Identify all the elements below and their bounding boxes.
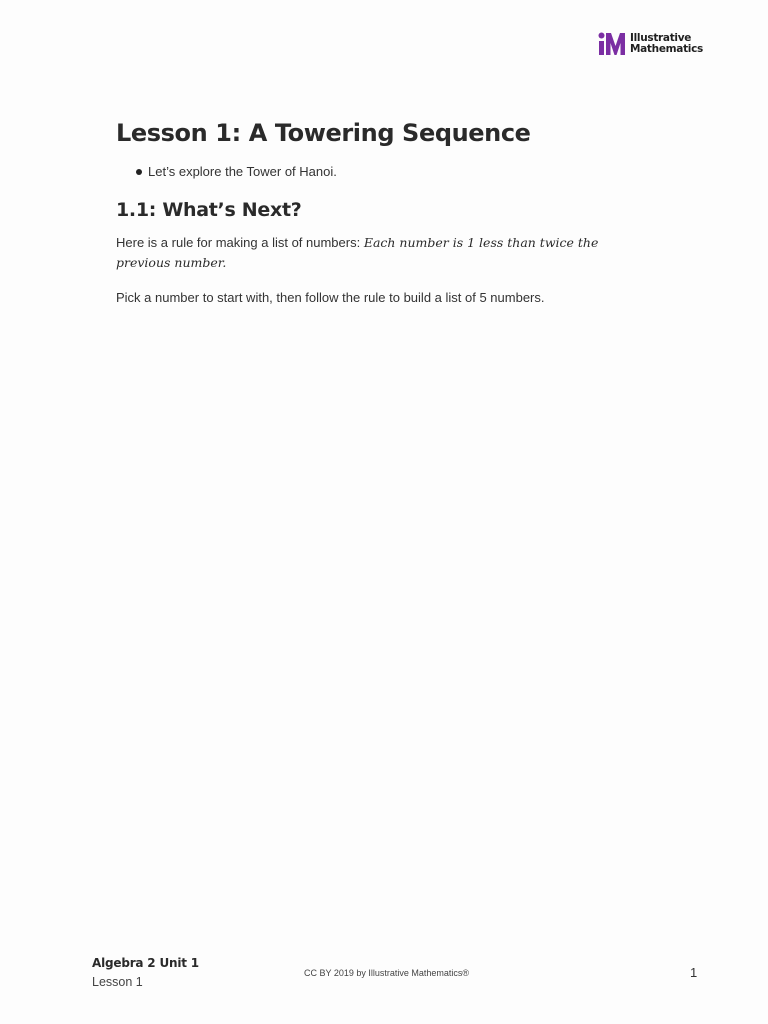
activity-instruction: Pick a number to start with, then follow the rule to build a list of 5 numbers.	[116, 290, 545, 305]
activity-title: 1.1: What’s Next?	[116, 199, 302, 221]
footer-course-name: Algebra 2 Unit 1	[92, 956, 199, 970]
footer-lesson-name: Lesson 1	[92, 975, 143, 989]
im-logo-icon	[598, 32, 626, 56]
illustrative-mathematics-logo	[598, 32, 703, 56]
activity-rule-text: Each number is 1 less than twice the previous number.	[116, 235, 599, 270]
lesson-goal-item: Let’s explore the Tower of Hanoi.	[116, 162, 656, 182]
logo-line-2: Mathematics	[630, 43, 703, 55]
page-number: 1	[690, 965, 698, 980]
activity-intro-paragraph	[116, 233, 656, 273]
lesson-content	[116, 116, 656, 308]
logo-wordmark	[630, 33, 703, 55]
footer-course-info	[92, 954, 199, 992]
activity-intro-text: Here is a rule for making a list of numbers:	[116, 235, 364, 250]
logo-line-1: Illustrative	[630, 32, 692, 44]
lesson-title: Lesson 1: A Towering Sequence	[116, 119, 531, 147]
footer-license: CC BY 2019 by Illustrative Mathematics®	[304, 968, 470, 978]
lesson-goals-list	[116, 162, 656, 182]
